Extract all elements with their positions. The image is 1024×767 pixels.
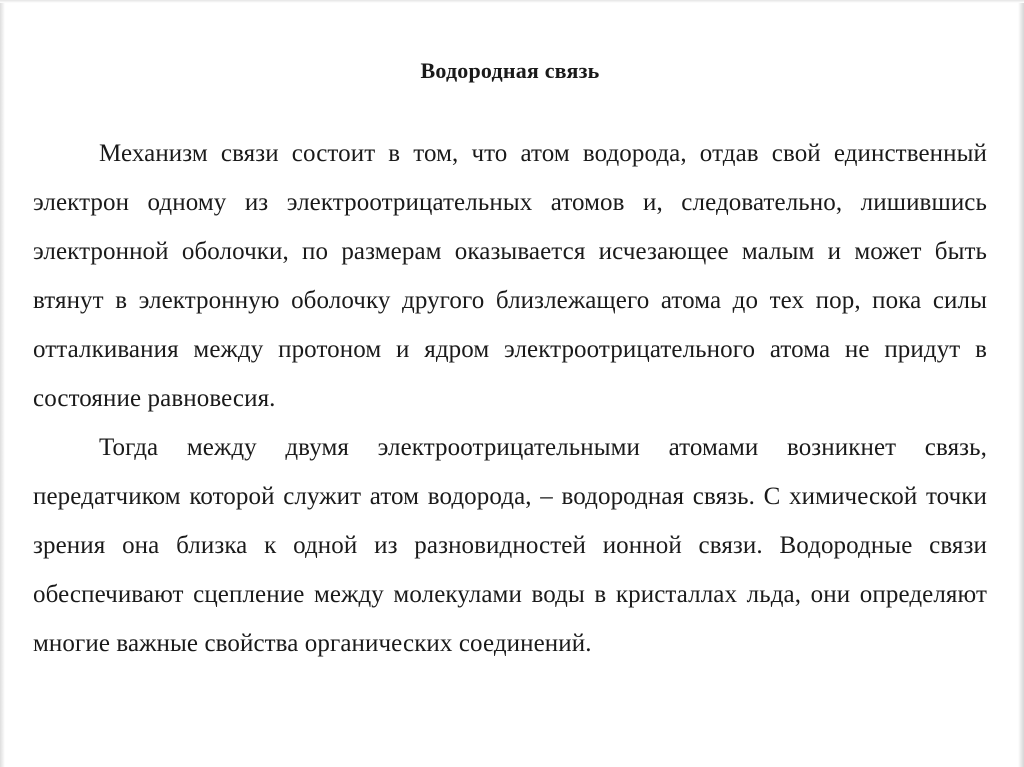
page-edge-left bbox=[0, 0, 5, 767]
document-title: Водородная связь bbox=[420, 58, 600, 83]
document-page bbox=[33, 56, 987, 668]
paragraph-hydrogen-bond: Тогда между двумя электроотрицательными атомами возникнет связь, передатчиком которой служит атом водорода, – водородная связь. С химической точки зрения она близка к одной из разновидностей ионной связи. Водородные связи обеспечивают сцепление между молекулами воды в кристаллах льда, они определяют многие важные свойства органических соединений. bbox=[33, 434, 987, 657]
paragraph-mechanism: Механизм связи состоит в том, что атом водорода, отдав свой единственный электрон одному из электроотрицательных атомов и, следовательно, лишившись электронной оболочки, по размерам оказывается исчезающее малым и может быть втянут в электронную оболочку другого близлежащего атома до тех пор, пока силы отталкивания между протоном и ядром электроотрицательного атома не придут в состояние равновесия. bbox=[33, 140, 987, 412]
page-edge-top bbox=[0, 0, 1024, 3]
page-edge-right bbox=[1018, 0, 1024, 767]
